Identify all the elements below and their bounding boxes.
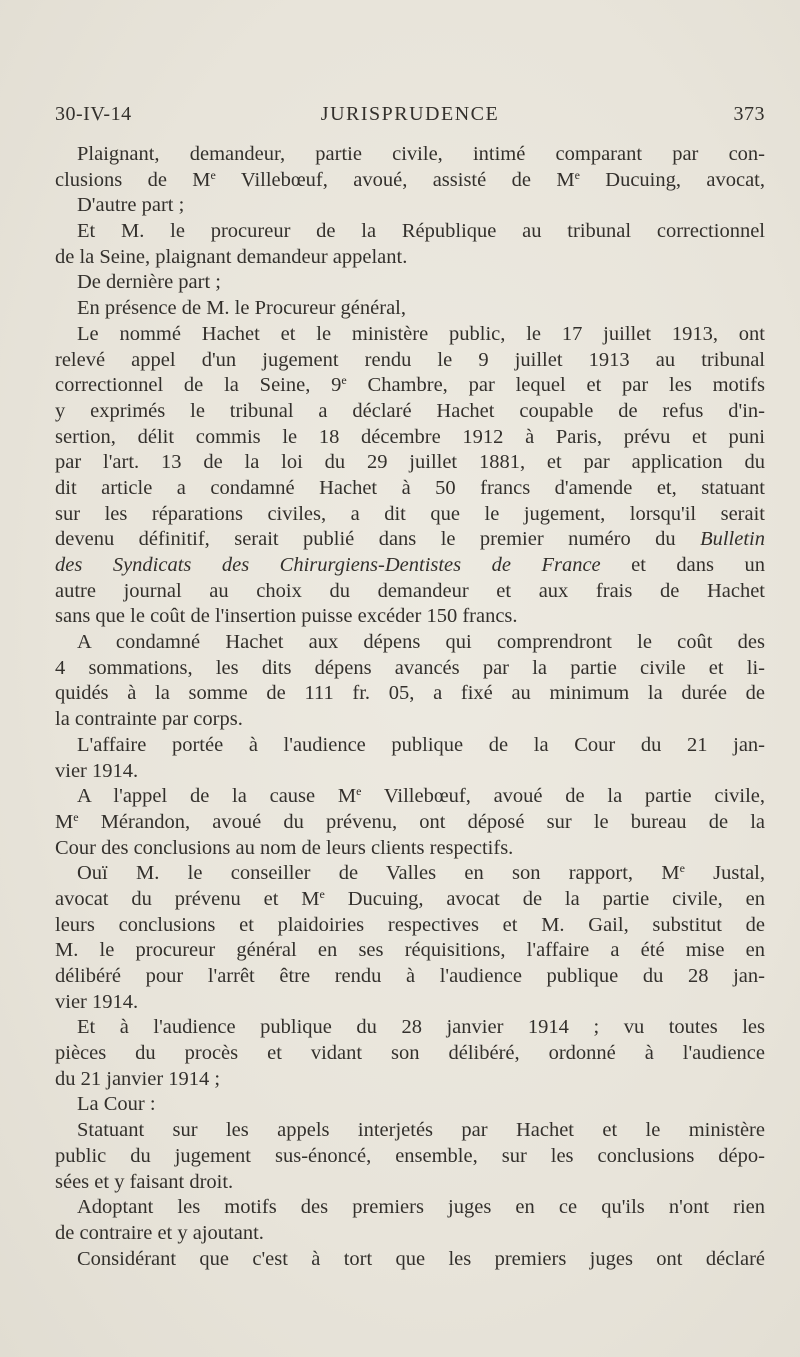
text-run: En présence de M. le Procureur général, xyxy=(77,297,406,320)
superscript: e xyxy=(341,373,347,388)
text-run: vier 1914. xyxy=(55,759,139,782)
text-run: de contraire et y ajoutant. xyxy=(55,1221,264,1244)
text-line xyxy=(55,1195,765,1221)
text-line xyxy=(55,168,765,194)
text-run: sur les réparations civiles, a dit que le jugement, lorsqu'il serait xyxy=(55,502,765,525)
text-line xyxy=(55,1041,765,1067)
text-run: M xyxy=(55,810,74,833)
text-line xyxy=(55,502,765,528)
text-line xyxy=(55,1067,765,1093)
text-run: du 21 janvier 1914 ; xyxy=(55,1067,221,1090)
text-line xyxy=(55,913,765,939)
superscript: e xyxy=(356,784,362,799)
text-run: La Cour : xyxy=(77,1093,156,1116)
text-run: quidés à la somme de 111 fr. 05, a fixé au minimum la durée de xyxy=(55,682,765,705)
text-line xyxy=(55,604,765,630)
text-run: Statuant sur les appels interjetés par Hachet et le ministère xyxy=(77,1119,765,1142)
text-run: relevé appel d'un jugement rendu le 9 juillet 1913 au tribunal xyxy=(55,348,765,371)
text-line xyxy=(55,425,765,451)
text-run: L'affaire portée à l'audience publique de la Cour du 21 jan- xyxy=(77,733,765,756)
text-run: A l'appel de la cause M xyxy=(77,785,357,808)
text-run: vier 1914. xyxy=(55,990,139,1013)
header-title: JURISPRUDENCE xyxy=(320,103,500,125)
text-line xyxy=(55,938,765,964)
text-run: pièces du procès et vidant son délibéré, ordonné à l'audience xyxy=(55,1042,765,1065)
text-line xyxy=(55,1221,765,1247)
text-run: dit article a condamné Hachet à 50 francs d'amende et, statuant xyxy=(55,476,765,499)
text-line xyxy=(55,733,765,759)
text-run: M. le procureur général en ses réquisitions, l'affaire a été mise en xyxy=(55,939,765,962)
text-line xyxy=(55,193,765,219)
text-run: devenu définitif, serait publié dans le premier numéro du xyxy=(55,528,701,551)
text-line xyxy=(55,887,765,913)
text-line xyxy=(55,810,765,836)
text-run: Ouï M. le conseiller de Valles en son rapport, M xyxy=(77,862,680,885)
text-run: autre journal au choix du demandeur et aux frais de Hachet xyxy=(55,579,765,602)
text-line xyxy=(55,1144,765,1170)
text-line xyxy=(55,270,765,296)
text-run: 4 sommations, les dits dépens avancés par la partie civile et li- xyxy=(55,656,765,679)
text-line xyxy=(55,579,765,605)
text-line xyxy=(55,527,765,553)
text-line xyxy=(55,476,765,502)
text-run: De dernière part ; xyxy=(77,271,221,294)
italic-title: des Syndicats des Chirurgiens-Dentistes de France xyxy=(55,554,601,576)
superscript: e xyxy=(210,167,216,182)
text-run: A condamné Hachet aux dépens qui comprendront le coût des xyxy=(77,631,765,654)
text-line xyxy=(55,1170,765,1196)
text-line xyxy=(55,553,765,579)
text-run: D'autre part ; xyxy=(77,194,185,217)
text-run: Ducuing, avocat de la partie civile, en xyxy=(324,887,765,910)
text-run: Plaignant, demandeur, partie civile, intimé comparant par con- xyxy=(77,143,765,165)
text-run: leurs conclusions et plaidoiries respectives et M. Gail, substitut de xyxy=(55,913,765,936)
text-run: Mérandon, avoué du prévenu, ont déposé sur le bureau de la xyxy=(78,810,765,833)
text-run: par l'art. 13 de la loi du 29 juillet 1881, et par application du xyxy=(55,451,765,474)
italic-title: Bulletin xyxy=(700,528,765,551)
text-line xyxy=(55,348,765,374)
text-run: la contrainte par corps. xyxy=(55,708,243,731)
text-run: et dans un xyxy=(600,554,765,576)
superscript: e xyxy=(319,886,325,901)
running-header xyxy=(55,103,765,133)
text-run: public du jugement sus-énoncé, ensemble, sur les conclusions dépo- xyxy=(55,1144,765,1167)
text-line xyxy=(55,399,765,425)
text-line xyxy=(55,245,765,271)
text-line xyxy=(55,1118,765,1144)
text-line xyxy=(55,373,765,399)
text-line xyxy=(55,990,765,1016)
text-run: Et M. le procureur de la République au tribunal correctionnel xyxy=(77,220,765,243)
body-text xyxy=(55,142,765,1272)
text-run: Considérant que c'est à tort que les premiers juges ont déclaré xyxy=(77,1247,765,1270)
text-line xyxy=(55,964,765,990)
text-line xyxy=(55,322,765,348)
text-line xyxy=(55,630,765,656)
superscript: e xyxy=(679,861,685,876)
text-run: avocat du prévenu et M xyxy=(55,887,320,910)
text-run: Le nommé Hachet et le ministère public, le 17 juillet 1913, ont xyxy=(77,322,765,345)
text-run: sertion, délit commis le 18 décembre 1912 à Paris, prévu et puni xyxy=(55,425,765,448)
text-line xyxy=(55,1015,765,1041)
text-line xyxy=(55,836,765,862)
text-line xyxy=(55,1247,765,1273)
superscript: e xyxy=(73,809,79,824)
page-number: 373 xyxy=(733,103,765,125)
text-line xyxy=(55,861,765,887)
text-line xyxy=(55,784,765,810)
text-run: Justal, xyxy=(684,862,765,885)
text-run: clusions de M xyxy=(55,168,211,191)
text-line xyxy=(55,219,765,245)
text-line xyxy=(55,707,765,733)
text-line xyxy=(55,656,765,682)
text-run: de la Seine, plaignant demandeur appelant. xyxy=(55,245,408,268)
text-line xyxy=(55,681,765,707)
text-line xyxy=(55,296,765,322)
text-line xyxy=(55,142,765,168)
text-run: sées et y faisant droit. xyxy=(55,1170,234,1193)
text-line xyxy=(55,759,765,785)
text-run: Et à l'audience publique du 28 janvier 1914 ; vu toutes les xyxy=(77,1016,765,1039)
text-run: Ducuing, avocat, xyxy=(579,168,765,191)
header-date: 30-IV-14 xyxy=(55,103,132,125)
text-line xyxy=(55,1092,765,1118)
text-run: sans que le coût de l'insertion puisse excéder 150 francs. xyxy=(55,605,518,628)
text-run: Villebœuf, avoué, assisté de M xyxy=(215,168,575,191)
text-run: Adoptant les motifs des premiers juges en ce qu'ils n'ont rien xyxy=(77,1196,765,1219)
text-line xyxy=(55,450,765,476)
text-run: délibéré pour l'arrêt être rendu à l'audience publique du 28 jan- xyxy=(55,965,765,987)
text-run: Chambre, par lequel et par les motifs xyxy=(346,374,765,397)
text-run: Cour des conclusions au nom de leurs clients respectifs. xyxy=(55,836,514,859)
text-run: y exprimés le tribunal a déclaré Hachet coupable de refus d'in- xyxy=(55,399,765,422)
superscript: e xyxy=(574,167,580,182)
text-run: correctionnel de la Seine, 9 xyxy=(55,374,342,397)
text-run: Villebœuf, avoué de la partie civile, xyxy=(361,785,765,808)
